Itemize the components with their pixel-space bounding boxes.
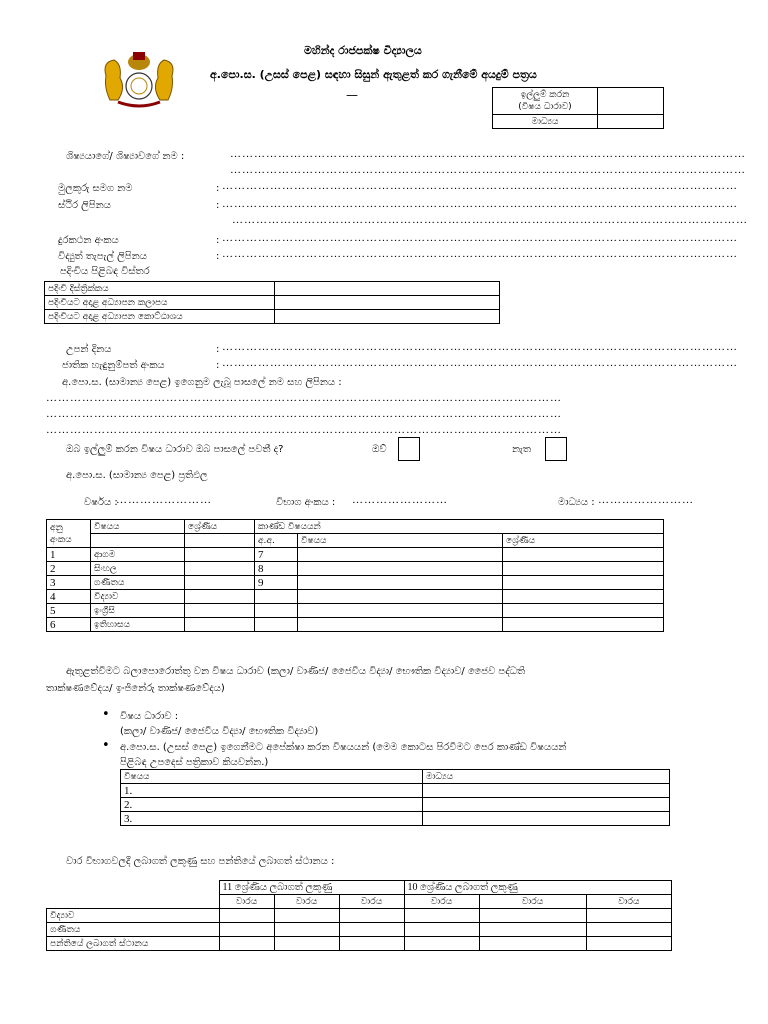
row-basket-no: 9 xyxy=(255,576,298,590)
term-header-blank xyxy=(47,881,220,909)
term-header: වාරය xyxy=(339,895,404,909)
table-row xyxy=(47,562,664,576)
row-no: 5 xyxy=(47,604,91,618)
row-basket-grade[interactable] xyxy=(503,618,664,632)
bullet2-line-2: පිළිබඳ උපදෙස් පත්‍රිකාව කියවන්න.) xyxy=(120,757,269,768)
ol-results-table xyxy=(46,519,664,632)
row-basket-subject[interactable] xyxy=(298,604,503,618)
residence-table xyxy=(44,281,500,324)
form-title: අ.පො.ස. (උසස් පෙළ) සඳහා සිසුන් ඇතුළත් කර ගැනීමේ අයදුම් පත්‍රය xyxy=(210,68,537,81)
school-name: මහින්ද රාජපක්ෂ විද්‍යාලය xyxy=(304,44,422,57)
col-header-basket-no: අ.අ. xyxy=(255,534,298,548)
al-medium-cell[interactable] xyxy=(423,798,670,812)
table-row xyxy=(47,618,664,632)
row-subject: ආගම xyxy=(91,548,185,562)
year-label: වර්ෂය : xyxy=(84,497,118,508)
row-subject: විද්‍යාව xyxy=(91,590,185,604)
row-basket-subject[interactable] xyxy=(298,576,503,590)
row-basket-grade[interactable] xyxy=(503,548,664,562)
dob-colon: : xyxy=(216,344,220,355)
row-grade[interactable] xyxy=(185,548,255,562)
table-row xyxy=(45,310,500,324)
row-subject: ගණිතය xyxy=(91,576,185,590)
nic-label: ජාතික හැඳුනුම්පත් අංකය xyxy=(62,360,165,371)
phone-colon: : xyxy=(216,235,220,246)
yes-label: ඔව් xyxy=(372,444,387,455)
student-name-field-2[interactable]: ………………………………………………………………………………………………………………… xyxy=(230,164,746,176)
residence-row-label: පදිංචියට අදාළ අධ්‍යාපන කලාපය xyxy=(45,296,275,310)
header-blank xyxy=(91,534,185,548)
col-header-basket: කාණ්ඩ විෂයයන් xyxy=(255,520,664,534)
term-header: වාරය xyxy=(479,895,586,909)
residence-row-label: පදිංචි දිස්ත්‍රික්කය xyxy=(45,282,275,296)
term-cell[interactable] xyxy=(219,937,274,951)
al-medium-cell[interactable] xyxy=(423,784,670,798)
term-cell[interactable] xyxy=(219,923,274,937)
student-name-label: ශිෂ්‍යයාගේ/ ශිෂ්‍යාවගේ නම : xyxy=(66,151,185,162)
table-row xyxy=(47,548,664,562)
term-cell[interactable] xyxy=(404,909,479,923)
row-basket-subject[interactable] xyxy=(298,590,503,604)
term-cell[interactable] xyxy=(586,909,672,923)
grade10-header: 10 ශ්‍රේණිය ලබාගත් ලකුණු xyxy=(404,881,672,895)
email-colon: : xyxy=(216,251,220,262)
table-row xyxy=(47,937,672,951)
row-subject: ඉංග්‍රීසි xyxy=(91,604,185,618)
col-header-grade: ශ්‍රේණිය xyxy=(185,520,255,534)
stream-choice-line-1: ඇතුළත්වීමට බලාපොරොත්තු වන විෂය ධාරාව (කලා/ වාණිජ/ ජෛවීය විද්‍යා/ භෞතික විද්‍යාව/ ජෛව පද්ධති xyxy=(66,666,526,677)
col-header-basket-grade: ශ්‍රේණිය xyxy=(503,534,664,548)
col-header-subject: විෂයය xyxy=(121,770,423,784)
bullet1-line-1: විෂය ධාරාව : xyxy=(120,711,179,722)
residence-row-label: පදිංචියට අදාළ අධ්‍යාපන කොට්ඨාශය xyxy=(45,310,275,324)
grade11-header: 11 ශ්‍රේණිය ලබාගත් ලකුණු xyxy=(219,881,404,895)
dob-label: උපන් දිනය xyxy=(66,344,112,355)
address-field[interactable]: ………………………………………………………………………………………………………………… xyxy=(222,198,738,210)
term-row-label: විද්‍යාව xyxy=(47,909,220,923)
ol-medium-field[interactable]: …………………… xyxy=(598,494,694,506)
title-dash: — xyxy=(346,88,358,102)
row-subject: ඉතිහාසය xyxy=(91,618,185,632)
row-no: 1 xyxy=(47,548,91,562)
ol-school-field-3[interactable]: ………………………………………………………………………………………………………………… xyxy=(46,424,562,436)
email-label: විද්‍යුත් තැපැල් ලිපිනය xyxy=(58,251,147,262)
table-row xyxy=(47,576,664,590)
term-header: වාරය xyxy=(586,895,672,909)
al-subject-row[interactable]: 1. xyxy=(121,784,423,798)
address-colon: : xyxy=(216,200,220,211)
index-label: විභාග අංකය : xyxy=(276,497,336,508)
school-crest-logo xyxy=(98,48,180,110)
al-subject-row[interactable]: 3. xyxy=(121,812,423,826)
stream-medium-box xyxy=(492,87,664,129)
residence-row-value[interactable] xyxy=(275,296,500,310)
col-header-basket-subject: විෂයය xyxy=(298,534,503,548)
term-cell[interactable] xyxy=(404,937,479,951)
row-grade[interactable] xyxy=(185,590,255,604)
medium-value[interactable] xyxy=(598,115,664,129)
al-subject-row[interactable]: 2. xyxy=(121,798,423,812)
dob-field[interactable]: ………………………………………………………………………………………………………………… xyxy=(222,341,738,353)
table-row xyxy=(45,296,500,310)
row-basket-no xyxy=(255,590,298,604)
nic-field[interactable]: ………………………………………………………………………………………………………………… xyxy=(222,357,738,369)
ol-school-field-2[interactable]: ………………………………………………………………………………………………………………… xyxy=(46,408,562,420)
term-row-label: ගණිතය xyxy=(47,923,220,937)
col-header-subject: විෂයය xyxy=(91,520,185,534)
table-row xyxy=(121,798,670,812)
no-label: නැත xyxy=(512,444,532,455)
al-medium-cell[interactable] xyxy=(423,812,670,826)
nic-colon: : xyxy=(216,360,220,371)
row-no: 6 xyxy=(47,618,91,632)
term-cell[interactable] xyxy=(339,937,404,951)
term-cell[interactable] xyxy=(339,923,404,937)
residence-row-value[interactable] xyxy=(275,310,500,324)
row-basket-no: 7 xyxy=(255,548,298,562)
stream-available-question: ඔබ ඉල්ලුම් කරන විෂය ධාරාව ඔබ පාසලේ පවතී ද? xyxy=(66,444,284,455)
col-header-no: අනු අංකය xyxy=(47,520,91,548)
row-basket-grade[interactable] xyxy=(503,590,664,604)
row-basket-subject[interactable] xyxy=(298,548,503,562)
table-row xyxy=(121,812,670,826)
residence-label: පදිංචිය පිළිබඳ විස්තර xyxy=(60,266,150,277)
bullet-icon: • xyxy=(102,707,110,722)
row-basket-no xyxy=(255,604,298,618)
row-basket-no xyxy=(255,618,298,632)
term-header: වාරය xyxy=(274,895,339,909)
bullet2-line-1: අ.පො.ස. (උසස් පෙළ) ඉගෙනීමට අපේක්ෂා කරන විෂයයන් (මෙම කොටස පිරවීමට පෙර කාණ්ඩ විෂයයන් xyxy=(120,742,567,753)
row-basket-subject[interactable] xyxy=(298,618,503,632)
year-field[interactable]: …………………… xyxy=(116,494,212,506)
term-cell[interactable] xyxy=(274,909,339,923)
medium-label: මාධ්‍යය xyxy=(493,115,598,129)
row-subject: සිංහල xyxy=(91,562,185,576)
initials-name-label: මුලකුරු සමග නම xyxy=(58,183,133,194)
yes-checkbox[interactable] xyxy=(398,437,420,461)
term-header: වාරය xyxy=(219,895,274,909)
student-name-field[interactable]: ………………………………………………………………………………………………………………… xyxy=(230,148,746,160)
phone-label: දුරකථන අංකය xyxy=(58,235,119,246)
row-grade[interactable] xyxy=(185,618,255,632)
initials-colon: : xyxy=(216,183,220,194)
term-cell[interactable] xyxy=(404,923,479,937)
ol-results-heading: අ.පො.ස. (සාමාන්‍ය පෙළ) ප්‍රතිඵල xyxy=(66,470,208,481)
table-row xyxy=(47,909,672,923)
col-header-medium: මාධ්‍යය xyxy=(423,770,670,784)
term-cell[interactable] xyxy=(339,909,404,923)
term-cell[interactable] xyxy=(479,937,586,951)
ol-school-field-1[interactable]: ………………………………………………………………………………………………………………… xyxy=(46,392,562,404)
bullet-icon: • xyxy=(102,738,110,753)
address-label: ස්ථිර ලිපිනය xyxy=(58,200,111,211)
row-basket-grade[interactable] xyxy=(503,604,664,618)
row-basket-grade[interactable] xyxy=(503,562,664,576)
bullet1-line-2: (කලා/ වාණිජ/ ජෛවීය විද්‍යා/ භෞතික විද්‍යාව) xyxy=(120,726,319,737)
table-row xyxy=(45,282,500,296)
term-cell[interactable] xyxy=(586,937,672,951)
table-row xyxy=(121,784,670,798)
al-subjects-table xyxy=(120,769,670,826)
row-no: 3 xyxy=(47,576,91,590)
row-no: 4 xyxy=(47,590,91,604)
initials-name-field[interactable]: ………………………………………………………………………………………………………………… xyxy=(222,180,738,192)
ol-school-label: අ.පො.ස. (සාමාන්‍ය පෙළ) ඉගෙනුම ලැබූ පාසලේ නම සහ ලිපිනය : xyxy=(62,377,342,388)
address-field-2[interactable]: ………………………………………………………………………………………………………………… xyxy=(232,214,748,226)
email-field[interactable]: ………………………………………………………………………………………………………………… xyxy=(222,248,738,260)
row-no: 2 xyxy=(47,562,91,576)
stream-choice-line-2: තාක්ෂණවේදය/ ඉංජිනේරු තාක්ෂණවේදය) xyxy=(46,683,225,694)
term-cell[interactable] xyxy=(479,909,586,923)
term-cell[interactable] xyxy=(274,937,339,951)
term-cell[interactable] xyxy=(219,909,274,923)
row-grade[interactable] xyxy=(185,576,255,590)
index-field[interactable]: …………………… xyxy=(352,494,448,506)
term-cell[interactable] xyxy=(274,923,339,937)
term-header: වාරය xyxy=(404,895,479,909)
header-blank xyxy=(185,534,255,548)
phone-field[interactable]: ………………………………………………………………………………………………………………… xyxy=(222,232,738,244)
term-results-table xyxy=(46,880,672,951)
term-cell[interactable] xyxy=(586,923,672,937)
stream-value[interactable] xyxy=(598,88,664,115)
row-grade[interactable] xyxy=(185,604,255,618)
stream-label: ඉල්ලුම් කරන (විෂය ධාරාව) xyxy=(493,88,598,115)
ol-medium-label: මාධ්‍යය : xyxy=(558,497,595,508)
row-basket-no: 8 xyxy=(255,562,298,576)
row-grade[interactable] xyxy=(185,562,255,576)
residence-row-value[interactable] xyxy=(275,282,500,296)
no-checkbox[interactable] xyxy=(545,437,567,461)
term-results-heading: වාර විභාගවලදී ලබාගත් ලකුණු සහ පන්තියේ ලබාගත් ස්ථානය : xyxy=(66,856,335,867)
term-cell[interactable] xyxy=(479,923,586,937)
table-row xyxy=(47,923,672,937)
row-basket-subject[interactable] xyxy=(298,562,503,576)
row-basket-grade[interactable] xyxy=(503,576,664,590)
table-row xyxy=(47,604,664,618)
term-row-label: පන්තියේ ලබාගත් ස්ථානය xyxy=(47,937,220,951)
table-row xyxy=(47,590,664,604)
